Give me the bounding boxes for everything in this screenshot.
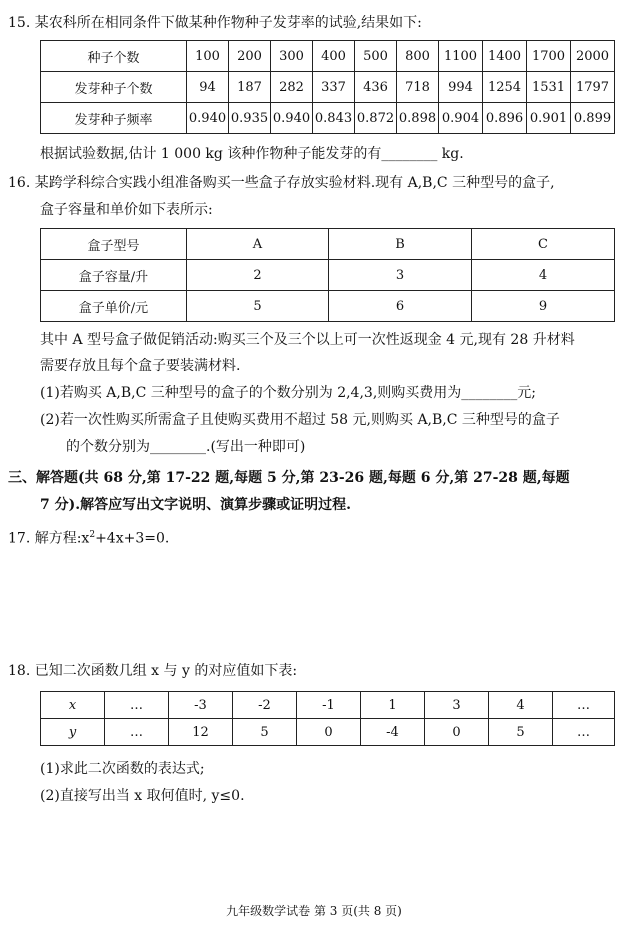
table-cell: 发芽种子个数 <box>41 72 187 103</box>
table-cell: 436 <box>355 72 397 103</box>
table-cell: -1 <box>297 692 361 719</box>
table-cell: 5 <box>489 719 553 746</box>
table-cell: A <box>187 229 329 260</box>
q16-part2-line2: 的个数分别为________.(写出一种即可) <box>66 439 306 455</box>
table-cell: 0.843 <box>313 103 355 134</box>
table-cell: … <box>553 719 615 746</box>
page-footer: 九年级数学试卷 第 3 页(共 8 页) <box>226 904 402 918</box>
q18-stem <box>8 662 297 680</box>
q16-part2-line1: (2)若一次性购买所需盒子且使购买费用不超过 58 元,则购买 A,B,C 三种型号的盒子 <box>40 412 560 428</box>
table-cell: 0.904 <box>439 103 483 134</box>
section3-heading-line2: 7 分).解答应写出文字说明、演算步骤或证明过程. <box>40 497 351 513</box>
q17-exponent: 2 <box>89 530 96 540</box>
table-cell: 100 <box>187 41 229 72</box>
table-cell: -4 <box>361 719 425 746</box>
q16-stem-line2: 盒子容量和单价如下表所示: <box>40 202 213 218</box>
table-cell: 282 <box>271 72 313 103</box>
q16-table <box>40 228 615 322</box>
q15-table <box>40 40 615 134</box>
table-cell: 发芽种子频率 <box>41 103 187 134</box>
table-cell: 12 <box>169 719 233 746</box>
table-cell: 1531 <box>527 72 571 103</box>
q16-stem-text: 某跨学科综合实践小组准备购买一些盒子存放实验材料.现有 A,B,C 三种型号的盒子, <box>34 175 555 191</box>
table-cell: -2 <box>233 692 297 719</box>
q16-part1: (1)若购买 A,B,C 三种型号的盒子的个数分别为 2,4,3,则购买费用为________元; <box>40 385 536 401</box>
q15-row-seeds <box>41 41 615 72</box>
table-cell: 0.940 <box>271 103 313 134</box>
table-cell: 1797 <box>571 72 615 103</box>
q17-number: 17. <box>8 530 31 547</box>
table-cell: … <box>105 719 169 746</box>
q18-part2: (2)直接写出当 x 取何值时, y≤0. <box>40 788 245 804</box>
table-cell: 1700 <box>527 41 571 72</box>
table-cell: x <box>41 692 105 719</box>
table-cell: 400 <box>313 41 355 72</box>
table-cell: … <box>105 692 169 719</box>
q15-row-frequency <box>41 103 615 134</box>
table-cell: y <box>41 719 105 746</box>
q16-stem <box>8 174 555 192</box>
table-cell: 300 <box>271 41 313 72</box>
q17 <box>8 526 169 548</box>
q15-stem-text: 某农科所在相同条件下做某种作物种子发芽率的试验,结果如下: <box>34 15 422 31</box>
q15-stem <box>8 14 422 32</box>
table-cell: 0.896 <box>483 103 527 134</box>
table-cell: … <box>553 692 615 719</box>
q17-equation-end: +4x+3=0. <box>95 530 170 547</box>
q15-question: 根据试验数据,估计 1 000 kg 该种作物种子能发芽的有________ kg. <box>40 146 464 162</box>
table-cell: 0.935 <box>229 103 271 134</box>
table-cell: 4 <box>472 260 615 291</box>
table-cell: 5 <box>233 719 297 746</box>
q16-note-line1: 其中 A 型号盒子做促销活动:购买三个及三个以上可一次性返现金 4 元,现有 28 升材料 <box>40 332 575 348</box>
table-cell: 0.899 <box>571 103 615 134</box>
q16-row-price <box>41 291 615 322</box>
q16-note-line2: 需要存放且每个盒子要装满材料. <box>40 358 241 374</box>
table-cell: 盒子容量/升 <box>41 260 187 291</box>
table-cell: 6 <box>329 291 472 322</box>
table-cell: 94 <box>187 72 229 103</box>
q18-number: 18. <box>8 663 31 679</box>
q15-number: 15. <box>8 15 31 31</box>
table-cell: B <box>329 229 472 260</box>
table-cell: 0.898 <box>397 103 439 134</box>
table-cell: 3 <box>425 692 489 719</box>
table-cell: 种子个数 <box>41 41 187 72</box>
table-cell: 0.901 <box>527 103 571 134</box>
q17-equation-start: 解方程:x <box>34 530 90 547</box>
table-cell: 0.872 <box>355 103 397 134</box>
table-cell: 994 <box>439 72 483 103</box>
table-cell: 0 <box>425 719 489 746</box>
section3-heading: 三、解答题(共 68 分,第 17-22 题,每题 5 分,第 23-26 题,每题 6 分,第 27-28 题,每题 <box>8 470 570 486</box>
table-cell: 187 <box>229 72 271 103</box>
table-cell: 500 <box>355 41 397 72</box>
table-cell: 2 <box>187 260 329 291</box>
table-cell: 1 <box>361 692 425 719</box>
q18-row-y <box>41 719 615 746</box>
q16-row-type <box>41 229 615 260</box>
table-cell: 718 <box>397 72 439 103</box>
table-cell: C <box>472 229 615 260</box>
table-cell: 337 <box>313 72 355 103</box>
table-cell: 1400 <box>483 41 527 72</box>
table-cell: 200 <box>229 41 271 72</box>
table-cell: 盒子单价/元 <box>41 291 187 322</box>
table-cell: 3 <box>329 260 472 291</box>
table-cell: 2000 <box>571 41 615 72</box>
q18-part1: (1)求此二次函数的表达式; <box>40 761 205 777</box>
q15-row-germinated <box>41 72 615 103</box>
q16-row-capacity <box>41 260 615 291</box>
table-cell: 1254 <box>483 72 527 103</box>
q16-number: 16. <box>8 175 31 191</box>
table-cell: -3 <box>169 692 233 719</box>
table-cell: 盒子型号 <box>41 229 187 260</box>
q18-table <box>40 691 615 746</box>
table-cell: 4 <box>489 692 553 719</box>
table-cell: 5 <box>187 291 329 322</box>
table-cell: 1100 <box>439 41 483 72</box>
q18-row-x <box>41 692 615 719</box>
table-cell: 800 <box>397 41 439 72</box>
table-cell: 0 <box>297 719 361 746</box>
table-cell: 9 <box>472 291 615 322</box>
table-cell: 0.940 <box>187 103 229 134</box>
q18-stem-text: 已知二次函数几组 x 与 y 的对应值如下表: <box>34 663 298 679</box>
